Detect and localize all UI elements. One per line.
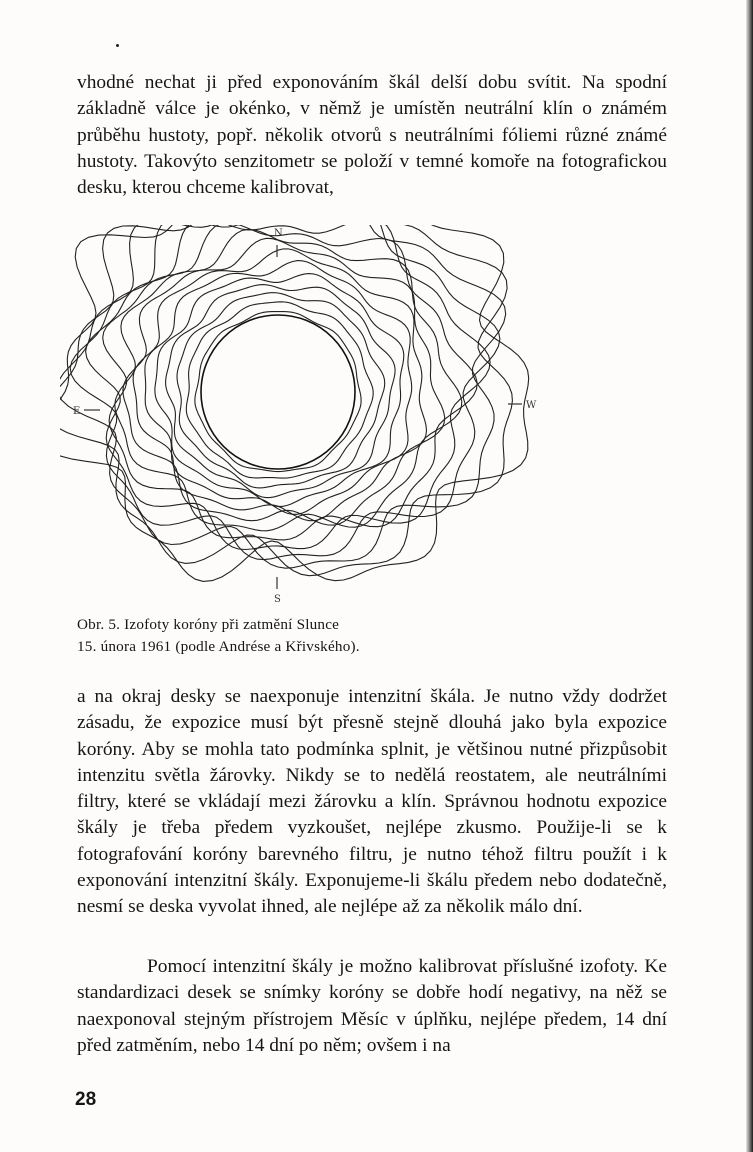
label-east: E	[73, 406, 81, 417]
label-south: S	[274, 594, 281, 605]
label-north: N	[274, 228, 283, 239]
page-edge-shadow	[746, 0, 753, 1152]
caption-line-1: Obr. 5. Izofoty koróny při zatmění Slunce	[77, 616, 340, 633]
caption-line-2: 15. února 1961 (podle Andrése a Křivského).	[77, 637, 360, 655]
moon-disk	[201, 315, 355, 469]
page-number: 28	[75, 1089, 97, 1110]
isophote-diagram	[60, 225, 560, 610]
paragraph-bottom: Pomocí intenzitní škály je možno kalibrovat příslušné izofoty. Ke standardizaci desek se snímky koróny se dobře hodí negativy, na něž se naexponoval stejným přístrojem Měsíc v úplňku, nejlépe předem, 14 dní před zatměním, nebo 14 dní po něm; ovšem i na	[77, 956, 667, 1056]
label-west: W	[526, 400, 537, 411]
ink-speck	[116, 44, 119, 47]
paragraph-middle: a na okraj desky se naexponuje intenzitní škála. Je nutno vždy dodržet zásadu, že expozice musí být přesně stejně dlouhá jako byla expozice koróny. Aby se mohla tato podmínka splnit, je většinou nutné přizpůsobit intenzitu světla žárovky. Nikdy se to nedělá reostatem, ale neutrálními filtry, které se vkládají mezi žárovku a klín. Správnou hodnotu expozice škály je třeba předem vyzkoušet, nejlépe zkusmo. Použije-li se k fotografování koróny barevného filtru, je nutno téhož filtru použít i k exponování intenzitní škály. Exponujeme-li škálu předem nebo dodatečně, nesmí se deska vyvolat ihned, ale nejlépe až za několik málo dní.	[77, 686, 667, 918]
corona-isophotes-figure	[60, 225, 560, 610]
paragraph-top: vhodné nechat ji před exponováním škál delší dobu svítit. Na spodní základně válce je okénko, v němž je umístěn neutrální klín o známém průběhu hustoty, popř. několik otvorů s neutrálními fóliemi různé známé hustoty. Takovýto senzitometr se položí v temné komoře na fotografickou desku, kterou chceme kalibrovat,	[77, 72, 667, 199]
figure-caption	[77, 614, 453, 657]
